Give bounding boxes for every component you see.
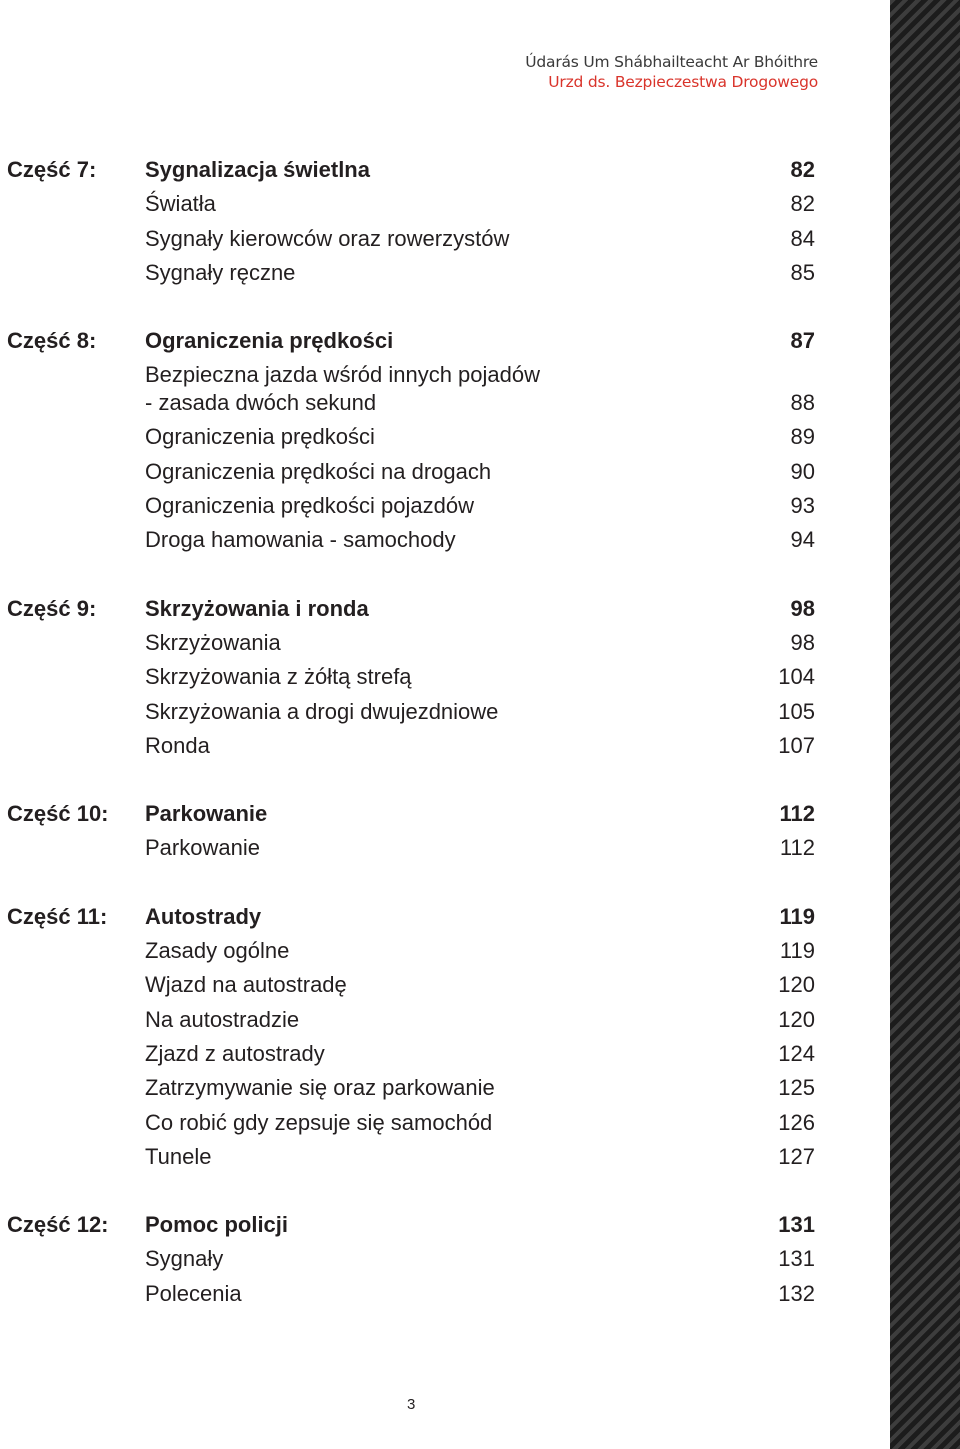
toc-entry (145, 1003, 815, 1037)
entry-page-number: 82 (790, 191, 815, 217)
toc-entry (145, 1242, 815, 1276)
entry-page-number: 112 (779, 835, 815, 861)
entry-page-number: 120 (778, 1006, 815, 1032)
toc-entry (145, 729, 815, 763)
entry-title: Parkowanie (145, 801, 268, 827)
entry-title: Na autostradzie (145, 1006, 300, 1032)
toc-entry (145, 934, 815, 968)
entry-title: Skrzyżowania i ronda (145, 595, 369, 621)
entry-page-number: 88 (790, 390, 815, 416)
toc-entry (145, 1071, 815, 1105)
section-label: Część 10: (7, 801, 109, 827)
entry-title: Sygnały ręczne (145, 259, 296, 285)
toc-entry (145, 187, 815, 221)
entry-title: Zjazd z autostrady (145, 1040, 325, 1066)
entry-title: Zatrzymywanie się oraz parkowanie (145, 1075, 495, 1101)
entry-title: Parkowanie (145, 835, 260, 861)
entry-page-number: 132 (778, 1280, 815, 1306)
header-line-irish: Údarás Um Shábhailteacht Ar Bhóithre (525, 53, 818, 71)
section-entries (145, 592, 815, 763)
toc-section-heading (145, 592, 815, 626)
section-label: Część 7: (7, 157, 97, 182)
entry-title: Ograniczenia prędkości pojazdów (145, 493, 474, 519)
toc-entry (145, 1277, 815, 1311)
section-entries (145, 797, 815, 866)
entry-page-number: 98 (790, 629, 815, 655)
section-entries (145, 153, 815, 290)
toc-entry (145, 420, 815, 454)
entry-page-number: 93 (790, 493, 815, 519)
entry-page-number: 87 (790, 328, 815, 354)
toc-section-heading (145, 1208, 815, 1242)
section-label: Część 9: (7, 595, 97, 621)
entry-page-number: 98 (790, 595, 815, 621)
section-entries (145, 900, 815, 1174)
toc-section-heading (145, 153, 815, 187)
toc-entry (145, 660, 815, 694)
entry-page-number: 90 (790, 458, 815, 484)
section-label: Część 8: (7, 328, 97, 354)
toc-section (0, 900, 815, 1174)
toc-section (0, 1208, 815, 1311)
toc-section (0, 797, 815, 866)
section-entries (145, 1208, 815, 1311)
toc-entry (145, 489, 815, 523)
entry-page-number: 131 (778, 1246, 815, 1272)
entry-page-number: 84 (790, 225, 815, 251)
toc-entry (145, 831, 815, 865)
toc-section (0, 324, 815, 557)
entry-page-number: 124 (778, 1040, 815, 1066)
toc-section (0, 153, 815, 290)
toc-entry (145, 1106, 815, 1140)
section-entries (145, 324, 815, 557)
entry-title: Ograniczenia prędkości (145, 328, 394, 354)
entry-page-number: 119 (779, 903, 815, 929)
entry-title: Bezpieczna jazda wśród innych pojadów - zasada dwóch sekund (145, 362, 541, 416)
toc-entry (145, 968, 815, 1002)
entry-page-number: 94 (790, 527, 815, 553)
entry-title: Skrzyżowania (145, 629, 281, 655)
entry-title: Tunele (145, 1143, 212, 1169)
toc-section-heading (145, 797, 815, 831)
toc-entry (145, 358, 815, 420)
toc-entry (145, 1140, 815, 1174)
toc-entry (145, 695, 815, 729)
page-header (525, 52, 818, 92)
entry-title: Sygnały (145, 1246, 224, 1272)
toc-entry (145, 256, 815, 290)
entry-page-number: 126 (778, 1109, 815, 1135)
toc-section-heading (145, 900, 815, 934)
entry-title: Co robić gdy zepsuje się samochód (145, 1109, 493, 1135)
section-label: Część 11: (7, 903, 108, 929)
entry-title: Sygnały kierowców oraz rowerzystów (145, 225, 510, 251)
toc-section (0, 592, 815, 763)
entry-title: Ograniczenia prędkości na drogach (145, 458, 492, 484)
toc-entry (145, 626, 815, 660)
entry-page-number: 82 (790, 157, 815, 182)
entry-page-number: 127 (778, 1143, 815, 1169)
entry-title: Sygnalizacja świetlna (145, 157, 370, 182)
entry-title: Skrzyżowania z żółtą strefą (145, 664, 412, 690)
entry-page-number: 105 (778, 698, 815, 724)
toc-entry (145, 1037, 815, 1071)
entry-page-number: 131 (778, 1212, 815, 1238)
entry-title: Wjazd na autostradę (145, 972, 347, 998)
entry-title: Skrzyżowania a drogi dwujezdniowe (145, 698, 499, 724)
entry-page-number: 107 (778, 732, 815, 758)
entry-page-number: 125 (778, 1075, 815, 1101)
toc-entry (145, 455, 815, 489)
entry-page-number: 85 (790, 259, 815, 285)
toc-entry (145, 222, 815, 256)
entry-title: Autostrady (145, 903, 262, 929)
section-label: Część 12: (7, 1212, 109, 1238)
header-line-polish: Urzd ds. Bezpieczestwa Drogowego (548, 73, 818, 91)
entry-title: Ograniczenia prędkości (145, 424, 375, 450)
entry-title: Polecenia (145, 1280, 242, 1306)
toc-entry (145, 523, 815, 557)
entry-title: Droga hamowania - samochody (145, 527, 456, 553)
entry-title: Pomoc policji (145, 1212, 289, 1238)
entry-title: Zasady ogólne (145, 938, 290, 964)
entry-title: Światła (145, 191, 216, 217)
entry-title: Ronda (145, 732, 210, 758)
entry-page-number: 119 (779, 938, 815, 964)
page-number: 3 (407, 1396, 416, 1413)
entry-page-number: 89 (790, 424, 815, 450)
entry-page-number: 112 (779, 801, 815, 827)
toc-section-heading (145, 324, 815, 358)
entry-page-number: 104 (778, 664, 815, 690)
entry-page-number: 120 (778, 972, 815, 998)
decorative-side-stripe (890, 0, 960, 1449)
table-of-contents (0, 153, 815, 1345)
